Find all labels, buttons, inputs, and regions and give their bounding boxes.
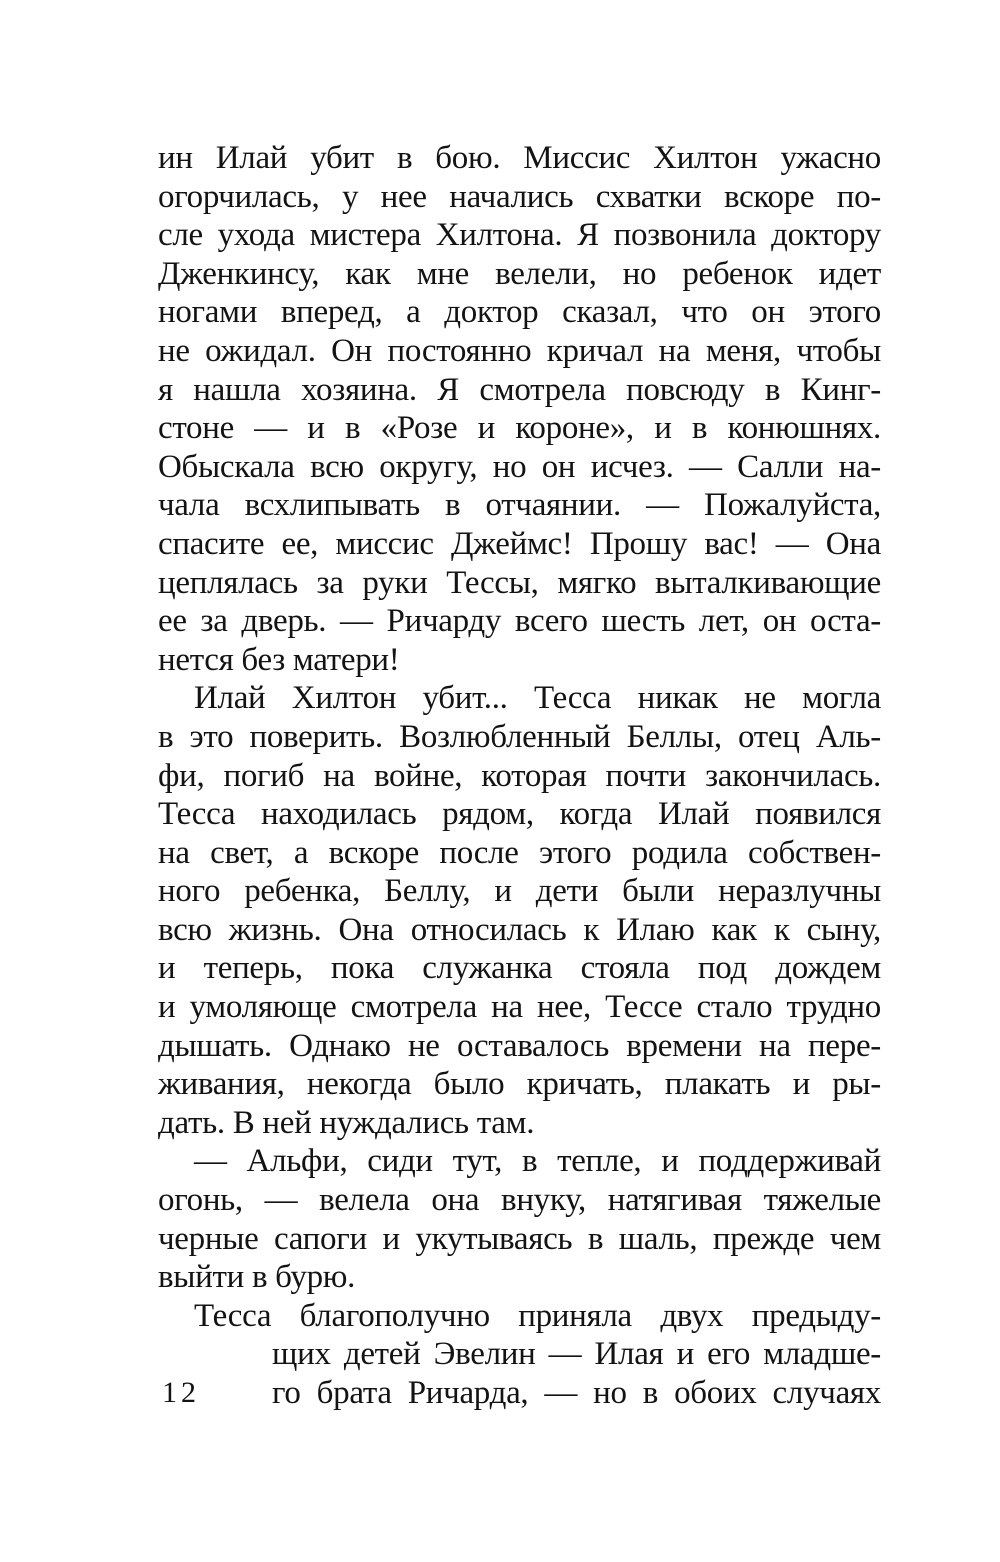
text-line: и теперь, пока служанка стояла под дождем — [158, 950, 881, 987]
text-line: щих детей Эвелин — Илая и его младше- — [272, 1336, 881, 1373]
text-line: Илай Хилтон убит... Тесса никак не могла — [194, 680, 881, 717]
text-line: дышать. Однако не оставалось времени на пере- — [158, 1027, 881, 1064]
text-line: я нашла хозяина. Я смотрела повсюду в Кинг- — [158, 371, 881, 408]
text-line: ее за дверь. — Ричарду всего шесть лет, он оста- — [158, 603, 881, 640]
text-line: дать. В ней нуждались там. — [158, 1104, 535, 1141]
text-line: Дженкинсу, как мне велели, но ребенок идет — [158, 255, 881, 292]
text-line: огорчилась, у нее начались схватки вскоре по- — [158, 178, 881, 215]
text-line: сле ухода мистера Хилтона. Я позвонила доктору — [158, 217, 881, 254]
text-line: не ожидал. Он постоянно кричал на меня, чтобы — [158, 332, 881, 369]
text-line: Обыскала всю округу, но он исчез. — Салли на- — [158, 448, 881, 485]
text-line: Тесса благополучно приняла двух предыду- — [194, 1297, 881, 1334]
text-line: спасите ее, миссис Джеймс! Прошу вас! — Она — [158, 525, 881, 562]
text-line: ного ребенка, Беллу, и дети были неразлучны — [158, 873, 881, 910]
text-line: нется без матери! — [158, 641, 400, 678]
text-line: в это поверить. Возлюбленный Беллы, отец Аль- — [158, 718, 881, 755]
text-line: ногами вперед, а доктор сказал, что он этого — [158, 294, 881, 331]
text-line: стоне — и в «Розе и короне», и в конюшнях. — [158, 410, 881, 447]
text-line: и умоляюще смотрела на нее, Тессе стало трудно — [158, 989, 881, 1026]
page-text — [158, 139, 881, 1413]
text-line: ин Илай убит в бою. Миссис Хилтон ужасно — [158, 140, 881, 176]
text-line: го брата Ричарда, — но в обоих случаях — [272, 1375, 881, 1411]
text-line: выйти в бурю. — [158, 1259, 356, 1296]
text-line: живания, некогда было кричать, плакать и ры- — [158, 1066, 881, 1103]
text-line: огонь, — велела она внуку, натягивая тяжелые — [158, 1182, 881, 1219]
text-line: фи, погиб на войне, которая почти закончилась. — [158, 757, 881, 794]
page-number: 12 — [162, 1376, 200, 1409]
text-line: Тесса находилась рядом, когда Илай появился — [158, 796, 881, 833]
text-line: — Альфи, сиди тут, в тепле, и поддерживай — [194, 1143, 881, 1180]
text-line: цеплялась за руки Тессы, мягко выталкивающие — [158, 564, 881, 601]
text-line: на свет, а вскоре после этого родила собствен- — [158, 834, 881, 871]
text-line: черные сапоги и укутываясь в шаль, прежде чем — [158, 1220, 881, 1257]
text-line: всю жизнь. Она относилась к Илаю как к сыну, — [158, 911, 881, 948]
text-line: чала всхлипывать в отчаянии. — Пожалуйста, — [158, 487, 881, 524]
